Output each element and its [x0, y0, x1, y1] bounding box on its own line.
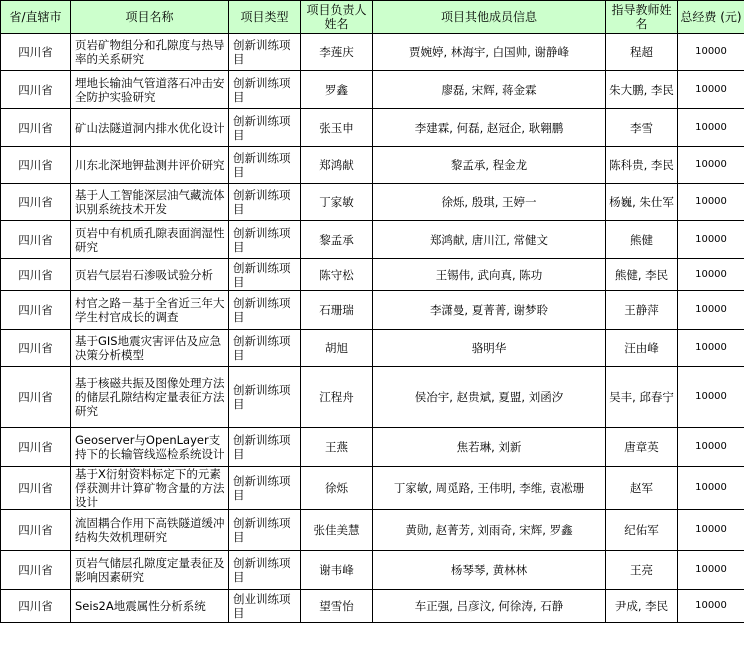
header-total-funding: 总经费 (元) [678, 1, 744, 34]
cell-other-members: 徐烁, 殷琪, 王婷一 [373, 184, 606, 221]
cell-other-members: 贾婉婷, 林海宇, 白国帅, 谢静峰 [373, 34, 606, 71]
cell-province: 四川省 [1, 291, 71, 330]
cell-project-leader: 徐烁 [301, 467, 373, 510]
cell-advisor: 熊健 [606, 221, 678, 259]
cell-province: 四川省 [1, 590, 71, 623]
header-other-members: 项目其他成员信息 [373, 1, 606, 34]
cell-total-funding: 10000 [678, 71, 744, 109]
cell-project-name: 页岩气储层孔隙度定量表征及影响因素研究 [71, 551, 229, 590]
header-project-type: 项目类型 [229, 1, 301, 34]
cell-project-name: Seis2A地震属性分析系统 [71, 590, 229, 623]
cell-project-name: Geoserver与OpenLayer支持下的长输管线巡检系统设计 [71, 428, 229, 467]
cell-province: 四川省 [1, 147, 71, 184]
cell-other-members: 车正强, 吕彦汶, 何徐涛, 石静 [373, 590, 606, 623]
cell-other-members: 丁家敏, 周觅路, 王伟明, 李维, 袁凇珊 [373, 467, 606, 510]
cell-total-funding: 10000 [678, 221, 744, 259]
cell-project-type: 创新训练项目 [229, 330, 301, 367]
table-row [1, 367, 744, 428]
cell-project-leader: 胡旭 [301, 330, 373, 367]
cell-total-funding: 10000 [678, 367, 744, 428]
header-project-name: 项目名称 [71, 1, 229, 34]
table-row [1, 147, 744, 184]
cell-province: 四川省 [1, 510, 71, 551]
cell-project-type: 创新训练项目 [229, 291, 301, 330]
cell-advisor: 唐章英 [606, 428, 678, 467]
cell-total-funding: 10000 [678, 467, 744, 510]
cell-project-type: 创新训练项目 [229, 428, 301, 467]
cell-province: 四川省 [1, 551, 71, 590]
cell-advisor: 杨巍, 朱仕军 [606, 184, 678, 221]
table-row [1, 590, 744, 623]
cell-project-leader: 李莲庆 [301, 34, 373, 71]
cell-total-funding: 10000 [678, 330, 744, 367]
cell-province: 四川省 [1, 259, 71, 291]
cell-advisor: 陈科贵, 李民 [606, 147, 678, 184]
cell-province: 四川省 [1, 330, 71, 367]
table-row [1, 291, 744, 330]
cell-advisor: 朱大鹏, 李民 [606, 71, 678, 109]
table-row [1, 259, 744, 291]
cell-other-members: 侯冶宇, 赵贵斌, 夏盟, 刘函汐 [373, 367, 606, 428]
cell-project-leader: 谢韦峰 [301, 551, 373, 590]
cell-advisor: 汪由峰 [606, 330, 678, 367]
cell-total-funding: 10000 [678, 34, 744, 71]
cell-advisor: 王静萍 [606, 291, 678, 330]
cell-other-members: 廖磊, 宋辉, 蒋金霖 [373, 71, 606, 109]
cell-province: 四川省 [1, 221, 71, 259]
cell-project-type: 创新训练项目 [229, 221, 301, 259]
cell-project-type: 创新训练项目 [229, 184, 301, 221]
cell-project-name: 矿山法隧道洞内排水优化设计 [71, 109, 229, 147]
cell-project-leader: 丁家敏 [301, 184, 373, 221]
cell-project-name: 基于GIS地震灾害评估及应急决策分析模型 [71, 330, 229, 367]
cell-province: 四川省 [1, 428, 71, 467]
cell-province: 四川省 [1, 109, 71, 147]
cell-project-name: 页岩矿物组分和孔隙度与热导率的关系研究 [71, 34, 229, 71]
table-header [1, 1, 744, 34]
cell-project-type: 创新训练项目 [229, 510, 301, 551]
cell-total-funding: 10000 [678, 510, 744, 551]
cell-other-members: 李潇曼, 夏菁菁, 谢梦聆 [373, 291, 606, 330]
cell-province: 四川省 [1, 71, 71, 109]
cell-project-leader: 郑鸿献 [301, 147, 373, 184]
cell-advisor: 程超 [606, 34, 678, 71]
cell-other-members: 李建霖, 何磊, 赵冠企, 耿翱鹏 [373, 109, 606, 147]
header-project-leader: 项目负责人姓名 [301, 1, 373, 34]
cell-project-leader: 黎孟承 [301, 221, 373, 259]
cell-project-type: 创业训练项目 [229, 590, 301, 623]
cell-project-type: 创新训练项目 [229, 109, 301, 147]
cell-other-members: 黎孟承, 程金龙 [373, 147, 606, 184]
cell-advisor: 李雪 [606, 109, 678, 147]
cell-project-name: 村官之路－基于全省近三年大学生村官成长的调查 [71, 291, 229, 330]
cell-total-funding: 10000 [678, 590, 744, 623]
cell-project-name: 川东北深地钾盐测井评价研究 [71, 147, 229, 184]
cell-other-members: 杨琴琴, 黄林林 [373, 551, 606, 590]
cell-advisor: 纪佑军 [606, 510, 678, 551]
cell-project-leader: 江程舟 [301, 367, 373, 428]
cell-province: 四川省 [1, 467, 71, 510]
cell-project-type: 创新训练项目 [229, 71, 301, 109]
table-body [1, 34, 744, 623]
table-row [1, 34, 744, 71]
cell-project-type: 创新训练项目 [229, 147, 301, 184]
cell-project-name: 基于X衍射资料标定下的元素俘获测井计算矿物含量的方法设计 [71, 467, 229, 510]
cell-total-funding: 10000 [678, 109, 744, 147]
cell-advisor: 熊健, 李民 [606, 259, 678, 291]
cell-project-leader: 张玉申 [301, 109, 373, 147]
cell-other-members: 郑鸿献, 唐川江, 常健文 [373, 221, 606, 259]
header-advisor: 指导教师姓名 [606, 1, 678, 34]
cell-project-name: 基于人工智能深层油气藏流体识别系统技术开发 [71, 184, 229, 221]
cell-total-funding: 10000 [678, 259, 744, 291]
header-row [1, 1, 744, 34]
cell-project-leader: 王燕 [301, 428, 373, 467]
cell-project-leader: 张佳美慧 [301, 510, 373, 551]
table-row [1, 109, 744, 147]
cell-project-leader: 罗鑫 [301, 71, 373, 109]
cell-advisor: 吴丰, 邱春宁 [606, 367, 678, 428]
cell-province: 四川省 [1, 184, 71, 221]
cell-advisor: 王亮 [606, 551, 678, 590]
cell-total-funding: 10000 [678, 551, 744, 590]
cell-project-leader: 望雪怡 [301, 590, 373, 623]
cell-project-name: 埋地长输油气管道落石冲击安全防护实验研究 [71, 71, 229, 109]
table-row [1, 551, 744, 590]
table-row [1, 71, 744, 109]
table-row [1, 330, 744, 367]
cell-other-members: 骆明华 [373, 330, 606, 367]
cell-province: 四川省 [1, 367, 71, 428]
cell-project-leader: 石珊瑞 [301, 291, 373, 330]
cell-project-name: 流固耦合作用下高铁隧道缓冲结构失效机理研究 [71, 510, 229, 551]
cell-total-funding: 10000 [678, 184, 744, 221]
cell-project-name: 页岩气层岩石渗吸试验分析 [71, 259, 229, 291]
header-province: 省/直辖市 [1, 1, 71, 34]
cell-total-funding: 10000 [678, 291, 744, 330]
cell-project-name: 页岩中有机质孔隙表面润湿性研究 [71, 221, 229, 259]
table-row [1, 467, 744, 510]
cell-project-type: 创新训练项目 [229, 367, 301, 428]
cell-project-type: 创新训练项目 [229, 34, 301, 71]
table-row [1, 428, 744, 467]
cell-total-funding: 10000 [678, 147, 744, 184]
cell-other-members: 黄勋, 赵菁芳, 刘雨奇, 宋辉, 罗鑫 [373, 510, 606, 551]
table-row [1, 510, 744, 551]
cell-project-type: 创新训练项目 [229, 259, 301, 291]
cell-project-type: 创新训练项目 [229, 551, 301, 590]
cell-other-members: 王锡伟, 武向真, 陈功 [373, 259, 606, 291]
table-row [1, 221, 744, 259]
cell-other-members: 焦若琳, 刘新 [373, 428, 606, 467]
table-row [1, 184, 744, 221]
cell-project-name: 基于核磁共振及图像处理方法的储层孔隙结构定量表征方法研究 [71, 367, 229, 428]
cell-project-type: 创新训练项目 [229, 467, 301, 510]
cell-total-funding: 10000 [678, 428, 744, 467]
cell-project-leader: 陈守松 [301, 259, 373, 291]
cell-province: 四川省 [1, 34, 71, 71]
cell-advisor: 赵军 [606, 467, 678, 510]
cell-advisor: 尹成, 李民 [606, 590, 678, 623]
